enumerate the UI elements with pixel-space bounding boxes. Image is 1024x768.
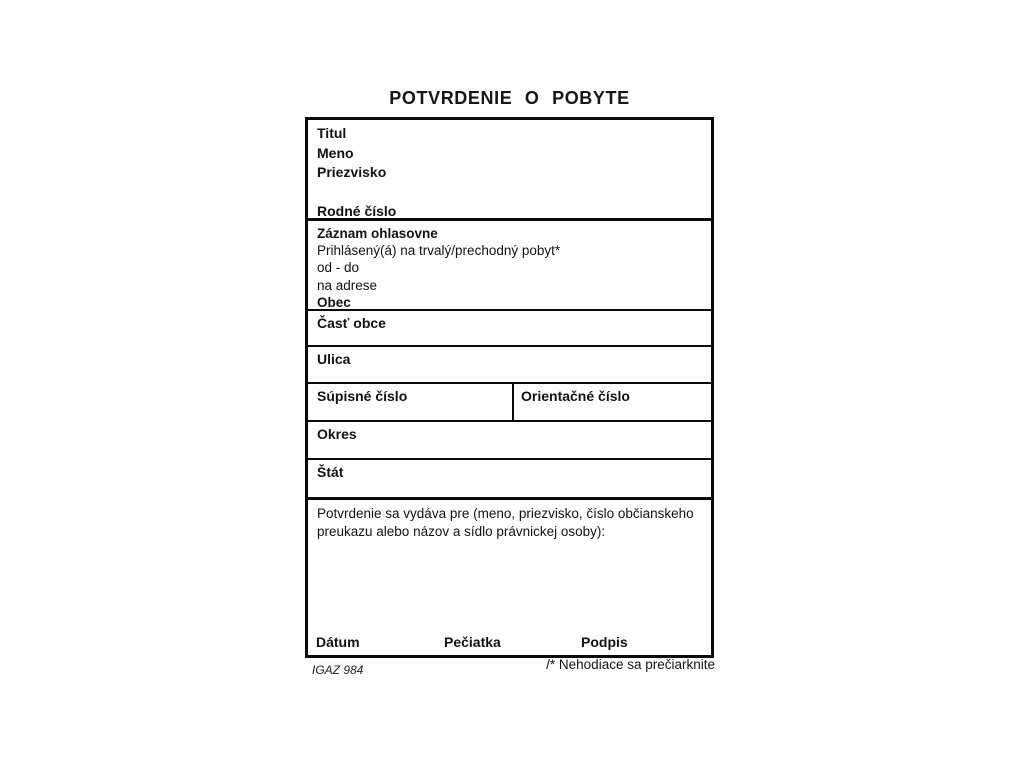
- od-do-label: od - do: [317, 260, 360, 276]
- issued-for-note-line2: preukazu alebo názov a sídlo právnickej osoby):: [317, 523, 606, 539]
- ulica-field: [308, 347, 711, 384]
- na-adrese-label: na adrese: [317, 277, 378, 293]
- meno-label: Meno: [317, 144, 354, 161]
- zaznam-ohlasovne-label: Záznam ohlasovne: [317, 226, 438, 241]
- issued-for-note-line1: Potvrdenie sa vydáva pre (meno, priezvisko, číslo občianskeho: [317, 506, 694, 521]
- section-personal: [308, 120, 711, 221]
- prihlaseny-label: Prihlásený(á) na trvalý/prechodný pobyt*: [317, 243, 561, 259]
- peciatka-label: Pečiatka: [444, 634, 501, 650]
- strike-out-footnote: /* Nehodiace sa prečiarknite: [546, 657, 715, 672]
- rodne-cislo-label: Rodné číslo: [317, 203, 397, 219]
- orientacne-cislo-field: [514, 384, 711, 420]
- supisne-cislo-field: [308, 384, 514, 420]
- section-registry-record: [308, 221, 711, 311]
- numbers-row: [308, 384, 711, 422]
- okres-field: [308, 422, 711, 460]
- residence-form: [305, 117, 714, 658]
- okres-label: Okres: [317, 426, 357, 442]
- obec-label: Obec: [317, 294, 351, 310]
- supisne-cislo-label: Súpisné číslo: [317, 388, 408, 404]
- stat-field: [308, 460, 711, 500]
- cast-obce-label: Časť obce: [317, 315, 386, 331]
- datum-label: Dátum: [316, 634, 360, 650]
- section-issued-for: [308, 500, 711, 655]
- cast-obce-field: [308, 311, 711, 347]
- podpis-label: Podpis: [581, 634, 628, 650]
- signature-row: [308, 633, 711, 650]
- priezvisko-label: Priezvisko: [317, 164, 387, 180]
- ulica-label: Ulica: [317, 351, 351, 367]
- blank-line: [317, 183, 705, 203]
- orientacne-cislo-label: Orientačné číslo: [521, 388, 630, 404]
- stat-label: Štát: [317, 464, 344, 480]
- form-title: POTVRDENIE O POBYTE: [389, 88, 630, 108]
- titul-label: Titul: [317, 125, 347, 141]
- form-code: IGAZ 984: [312, 663, 364, 677]
